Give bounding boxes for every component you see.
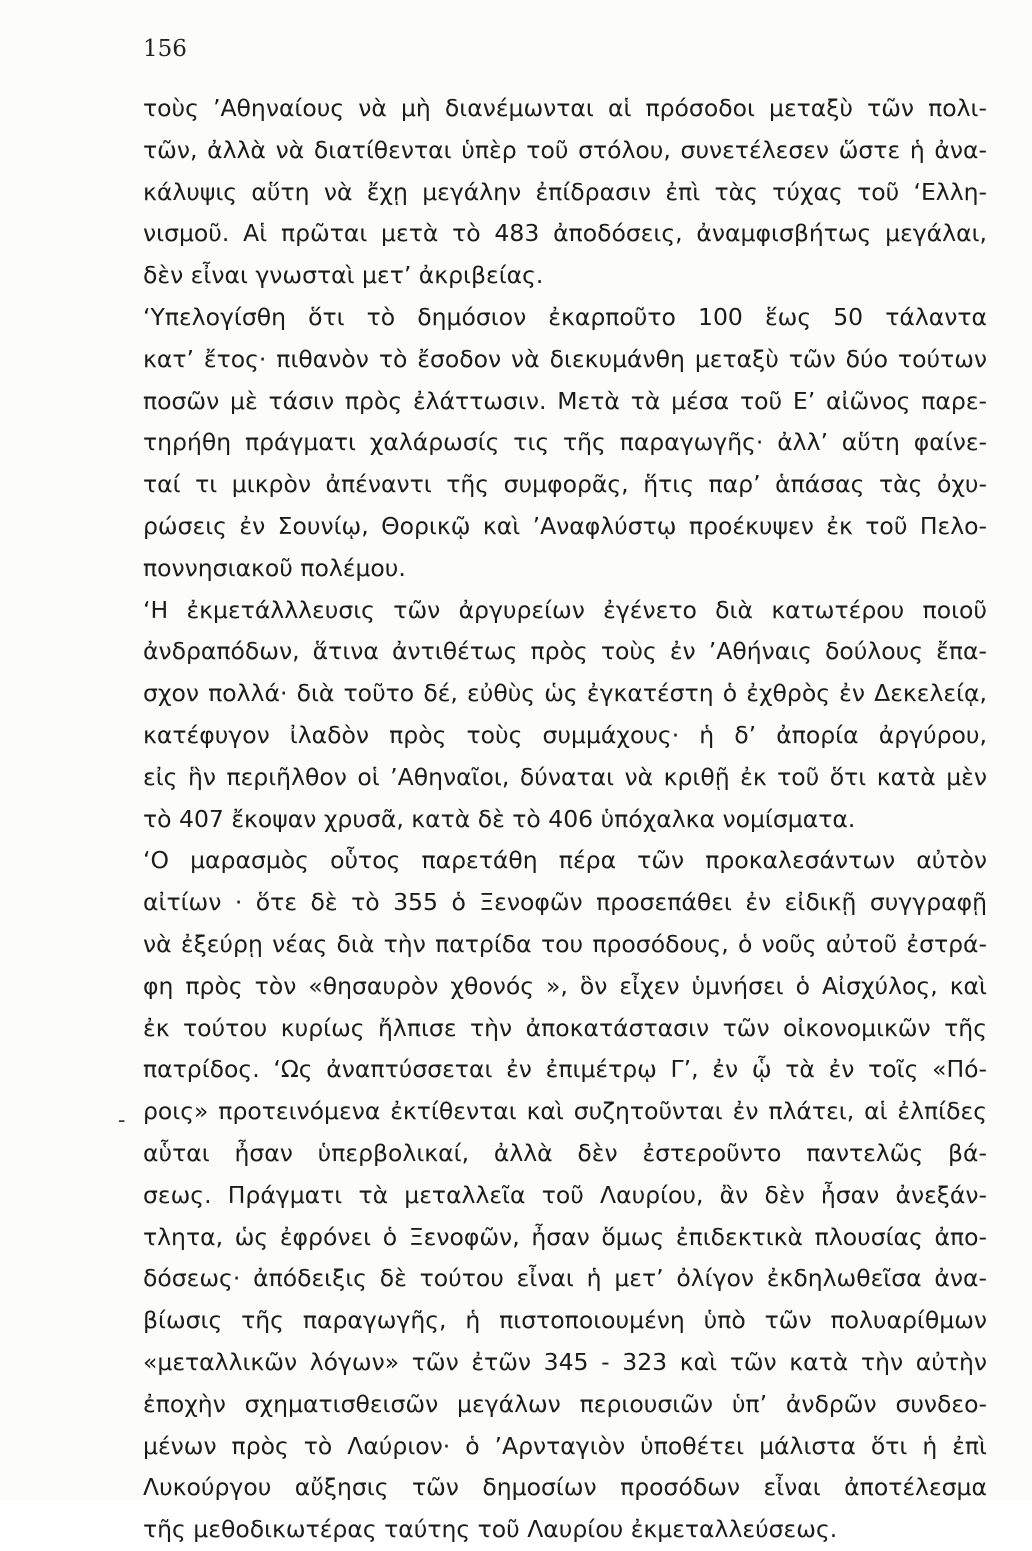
text-line: ἐποχὴν σχηματισθεισῶν μεγάλων περιουσιῶν ὑπ’ ἀνδρῶν συνδεο- [143, 1389, 987, 1418]
text-line: κατ’ ἔτος· πιθανὸν τὸ ἔσοδον νὰ διεκυμάνθη μεταξὺ τῶν δύο τούτων [143, 344, 987, 373]
text-line: τοὺς ’Αθηναίους νὰ μὴ διανέμωνται αἱ πρόσοδοι μεταξὺ τῶν πολι- [143, 94, 987, 122]
text-line: ποσῶν μὲ τάσιν πρὸς ἐλάττωσιν. Μετὰ τὰ μέσα τοῦ Ε’ αἰῶνος παρε- [143, 386, 987, 415]
text-line: ἐκ τούτου κυρίως ἤλπισε τὴν ἀποκατάστασιν τῶν οἰκονομικῶν τῆς [143, 1013, 987, 1042]
text-line: νὰ ἐξεύρῃ νέας διὰ τὴν πατρίδα του προσόδους, ὁ νοῦς αὐτοῦ ἐστρά- [143, 929, 987, 958]
text-line: ποννησιακοῦ πολέμου. [143, 553, 406, 582]
text-line: σχον πολλά· διὰ τοῦτο δέ, εὐθὺς ὡς ἐγκατέστη ὁ ἐχθρὸς ἐν Δεκελείᾳ, [143, 679, 987, 708]
text-line: τλητα, ὡς ἐφρόνει ὁ Ξενοφῶν, ἦσαν ὅμως ἐπιδεκτικὰ πλουσίας ἀπο- [143, 1222, 987, 1251]
text-line: ‘Υπελογίσθη ὅτι τὸ δημόσιον ἐκαρποῦτο 100 ἕως 50 τάλαντα [143, 302, 987, 331]
text-line: αἰτίων · ὅτε δὲ τὸ 355 ὁ Ξενοφῶν προσεπάθει ἐν εἰδικῇ συγγραφῇ [143, 888, 987, 917]
text-line: κατέφυγον ἰλαδὸν πρὸς τοὺς συμμάχους· ἡ δ’ ἀπορία ἀργύρου, [143, 720, 987, 749]
text-line: τῶν, ἀλλὰ νὰ διατίθενται ὑπὲρ τοῦ στόλου, συνετέλεσεν ὥστε ἡ ἀνα- [143, 135, 987, 164]
margin-mark: - [118, 1108, 126, 1133]
text-line: πατρίδος. ‘Ως ἀναπτύσσεται ἐν ἐπιμέτρῳ Γ’, ἐν ᾧ τὰ ἐν τοῖς «Πό- [143, 1055, 987, 1084]
text-line: ροις» προτεινόμενα ἐκτίθενται καὶ συζητοῦνται ἐν πλάτει, αἱ ἐλπίδες [143, 1097, 987, 1126]
text-line: ‘Ο μαρασμὸς οὗτος παρετάθη πέρα τῶν προκαλεσάντων αὐτὸν [143, 846, 987, 875]
text-line: ρώσεις ἐν Σουνίῳ, Θορικῷ καὶ ’Αναφλύστῳ προέκυψεν ἐκ τοῦ Πελο- [143, 511, 987, 540]
text-line: τηρήθη πράγματι χαλάρωσίς τις τῆς παραγωγῆς· ἀλλ’ αὕτη φαίνε- [143, 428, 987, 457]
text-line: νισμοῦ. Αἱ πρῶται μετὰ τὸ 483 ἀποδόσεις, ἀναμφισβήτως μεγάλαι, [143, 219, 987, 248]
text-line: ταί τι μικρὸν ἀπέναντι τῆς συμφορᾶς, ἥτις παρ’ ἁπάσας τὰς ὀχυ- [143, 470, 987, 499]
text-line: τὸ 407 ἔκοψαν χρυσᾶ, κατὰ δὲ τὸ 406 ὑπόχαλκα νομίσματα. [143, 804, 856, 833]
text-line: μένων πρὸς τὸ Λαύριον· ὁ ’Αρνταγιὸν ὑποθέτει μάλιστα ὅτι ἡ ἐπὶ [143, 1431, 987, 1460]
text-line: ‘Η ἐκμετάλλλευσις τῶν ἀργυρείων ἐγένετο διὰ κατωτέρου ποιοῦ [143, 595, 987, 624]
text-line: τῆς μεθοδικωτέρας ταύτης τοῦ Λαυρίου ἐκμεταλλεύσεως. [143, 1515, 838, 1544]
text-line: σεως. Πράγματι τὰ μεταλλεῖα τοῦ Λαυρίου, ἂν δὲν ἦσαν ἀνεξάν- [143, 1180, 987, 1209]
text-line: εἰς ἣν περιῆλθον οἱ ’Αθηναῖοι, δύναται νὰ κριθῇ ἐκ τοῦ ὅτι κατὰ μὲν [143, 762, 987, 791]
page-number: 156 [143, 36, 187, 62]
text-line: φη πρὸς τὸν «θησαυρὸν χθονός », ὃν εἶχεν ὑμνήσει ὁ Αἰσχύλος, καὶ [143, 971, 987, 1000]
text-line: δόσεως· ἀπόδειξις δὲ τούτου εἶναι ἡ μετ’ ὀλίγον ἐκδηλωθεῖσα ἀνα- [143, 1264, 987, 1293]
text-line: βίωσις τῆς παραγωγῆς, ἡ πιστοποιουμένη ὑπὸ τῶν πολυαρίθμων [143, 1306, 987, 1335]
text-line: Λυκούργου αὔξησις τῶν δημοσίων προσόδων εἶναι ἀποτέλεσμα [143, 1473, 987, 1502]
text-line: ἀνδραπόδων, ἅτινα ἀντιθέτως πρὸς τοὺς ἐν ’Αθήναις δούλους ἔπα- [143, 637, 987, 666]
text-line: αὗται ἦσαν ὑπερβολικαί, ἀλλὰ δὲν ἐστεροῦντο παντελῶς βά- [143, 1138, 987, 1167]
text-line: «μεταλλικῶν λόγων» τῶν ἐτῶν 345 - 323 καὶ τῶν κατὰ τὴν αὐτὴν [143, 1347, 987, 1376]
text-line: δὲν εἶναι γνωσταὶ μετ’ ἀκριβείας. [143, 261, 544, 290]
body-text [143, 88, 987, 1551]
text-line: κάλυψις αὕτη νὰ ἔχῃ μεγάλην ἐπίδρασιν ἐπὶ τὰς τύχας τοῦ ‘Ελλη- [143, 177, 987, 206]
